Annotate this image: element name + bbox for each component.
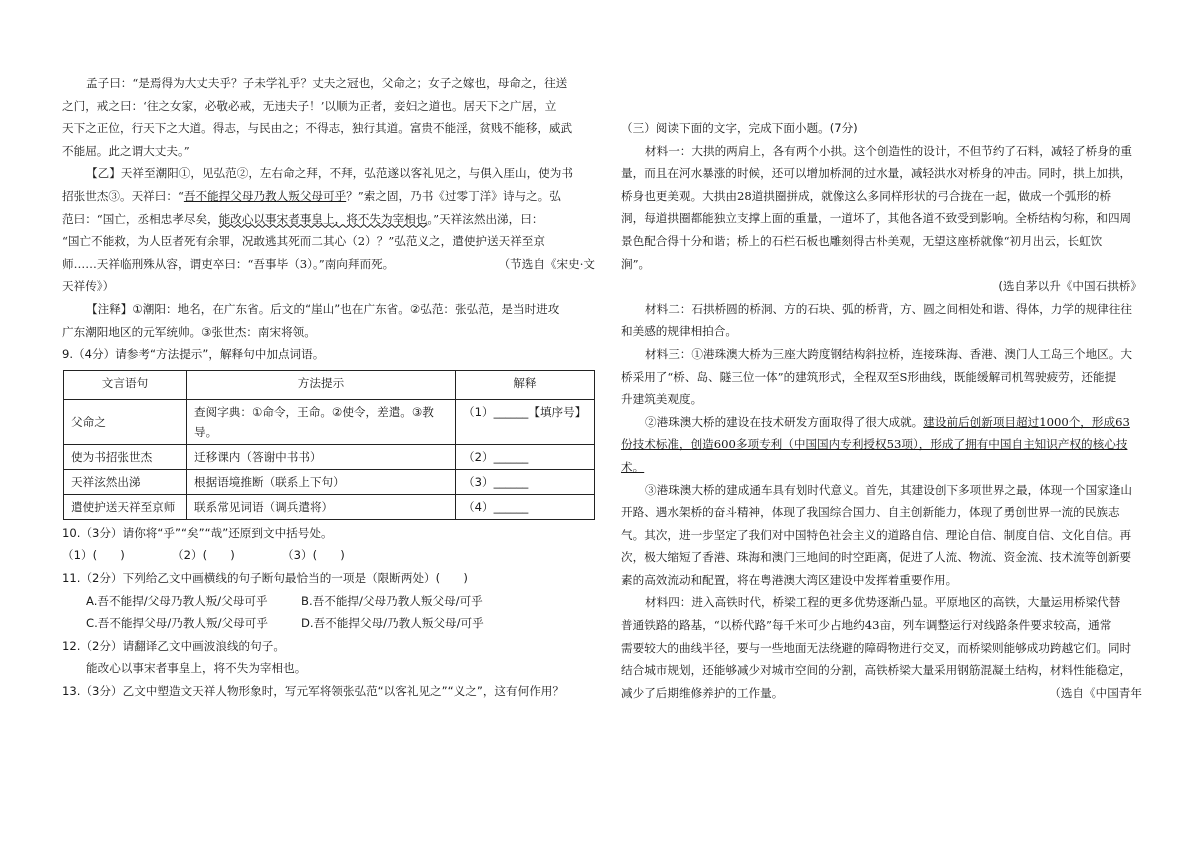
material-2 — [621, 298, 1142, 343]
question-10: 10.（3分）请你将“乎”“矣”“哉”还原到文中括号处。 — [62, 525, 333, 540]
option-b[interactable]: B.吾不能捍/父母乃教人叛父母/可乎 — [301, 593, 483, 608]
annotation-line: 【注释】①潮阳：地名，在广东省。后文的“崖山”也在广东省。②弘范：张弘范，是当时进攻 — [86, 301, 560, 316]
question-12: 12.（2分）请翻译乙文中画波浪线的句子。 — [62, 638, 285, 653]
table-header-row — [64, 370, 595, 399]
passage-line: 之门，戒之曰：‘往之女家，必敬必戒，无违夫子！’以顺为正者，妾妇之道也。居天下之广居，立 — [62, 98, 557, 113]
material-line: 涧”。 — [621, 256, 651, 271]
table-cell: 联系常见词语（调兵遣将） — [187, 494, 456, 519]
question-13: 13.（3分）乙文中塑造文天祥人物形象时，写元军将领张弘范“以客礼见之”“义之”，这有何作用？ — [62, 683, 564, 698]
passage-line: 范曰：“国亡，丞相忠孝尽矣，能改心以事宋者事皇上，将不失为宰相也。”天祥泫然出涕，曰： — [62, 211, 544, 226]
table-cell: 查阅字典：①命令，王命。②使令，差遣。③教导。 — [187, 399, 456, 444]
answer-blank[interactable]: （3）( ) — [282, 548, 345, 563]
material-line: 材料四：进入高铁时代，桥梁工程的更多优势逐渐凸显。平原地区的高铁，大量运用桥梁代替 — [645, 595, 1121, 610]
option-row — [62, 590, 595, 613]
passage-line: 孟子曰：“是焉得为大丈夫乎？子未学礼乎？丈夫之冠也，父命之；女子之嫁也，母命之，往送 — [86, 76, 568, 90]
material-3 — [621, 343, 1142, 592]
option-d[interactable]: D.吾不能捍父母/乃教人叛父母/可乎 — [301, 616, 484, 631]
material-line: 和美感的规律相拍合。 — [621, 324, 737, 339]
material-line: 升建筑美观度。 — [621, 392, 703, 407]
table-row — [64, 399, 595, 444]
material-line: 减少了后期维修养护的工作量。 （选自《中国青年 — [621, 682, 1142, 705]
passage-line: 师……天祥临刑殊从容，谓吏卒曰：“吾事毕（3）。”南向拜而死。 （节选自《宋史·文 — [62, 253, 595, 276]
material-line: 气。其次，进一步坚定了我们对中国特色社会主义的道路自信、理论自信、制度自信、文化自信。再 — [621, 527, 1132, 542]
passage-line: 招张世杰③。天祥曰：“吾不能捍父母乃教人叛父母可乎？”索之固，乃书《过零丁洋》诗与之。弘 — [62, 188, 561, 203]
material-line: 开路、遇水架桥的奋斗精神，体现了我国综合国力、自主创新能力，体现了勇创世界一流的民族志 — [621, 505, 1120, 520]
table-cell: 使为书招张世杰 — [64, 444, 187, 469]
question-10-blanks — [62, 544, 595, 567]
material-line: 洞，每道拱圈都能独立支撑上面的重量，一道坏了，其他各道不致受到影响。全桥结构匀称，和四周 — [621, 211, 1132, 226]
material-line: 需要较大的曲线半径，要与一些地面无法绕避的障碍物进行交叉，而桥梁则能够成功跨越它们。同时 — [621, 640, 1132, 655]
material-line: 普通铁路的路基，“以桥代路”每千米可少占地约43亩，列车调整运行对线路条件要求较高，通常 — [621, 618, 1112, 633]
answer-blank[interactable]: （2）______ — [456, 444, 595, 469]
section-heading: （三）阅读下面的文字，完成下面小题。(7分) — [621, 121, 858, 135]
table-header: 解释 — [456, 370, 595, 399]
question-12-sentence: 能改心以事宋者事皇上，将不失为宰相也。 — [86, 661, 307, 676]
material-line: 桥身也更美观。大拱由28道拱圈拼成，就像这么多同样形状的弓合拢在一起，做成一个弧形的桥 — [621, 188, 1112, 203]
left-column — [62, 72, 595, 702]
jia-passage — [62, 72, 595, 162]
material-4 — [621, 591, 1142, 704]
yi-passage — [62, 162, 595, 298]
right-column — [621, 72, 1142, 704]
passage-line: “国亡不能救，为人臣者死有余罪，况敢逃其死而二其心（2）？”弘范义之，遣使护送天祥至京 — [62, 234, 545, 249]
question-9: 9.（4分）请参考“方法提示”，解释句中加点词语。 — [62, 347, 325, 362]
table-cell: 根据语境推断（联系上下句） — [187, 469, 456, 494]
table-row — [64, 444, 595, 469]
material-line: 结合城市规划，还能够减少对城市空间的分割，高铁桥梁大量采用钢筋混凝土结构，材料性能稳定， — [621, 663, 1132, 678]
material-line: 材料一：大拱的两肩上，各有两个小拱。这个创造性的设计，不但节约了石料，减轻了桥身的重 — [645, 143, 1132, 158]
source-note: （选自《中国青年 — [1049, 685, 1142, 700]
answer-blank[interactable]: （1）______【填序号】 — [456, 399, 595, 444]
question-9-table — [63, 370, 595, 520]
material-line: 材料三：①港珠澳大桥为三座大跨度钢结构斜拉桥，连接珠海、香港、澳门人工岛三个地区。大 — [645, 346, 1132, 361]
source-note: （节选自《宋史·文 — [498, 256, 595, 271]
option-c[interactable]: C.吾不能捍父母/乃教人叛/父母可乎 — [86, 616, 268, 631]
table-cell: 迁移课内（答谢中书书） — [187, 444, 456, 469]
table-row — [64, 469, 595, 494]
passage-line: 【乙】天祥至潮阳①，见弘范②，左右命之拜，不拜，弘范遂以客礼见之，与俱入厓山，使为书 — [86, 166, 573, 181]
annotation-line: 广东潮阳地区的元军统帅。③张世杰：南宋将领。 — [62, 324, 316, 339]
option-row — [62, 612, 595, 635]
table-cell: 遣使护送天祥至京师 — [64, 494, 187, 519]
answer-blank[interactable]: （3）______ — [456, 469, 595, 494]
material-line: 桥采用了“桥、岛、隧三位一体”的建筑形式，全程双至S形曲线，既能缓解司机驾驶疲劳，还能提 — [621, 369, 1117, 384]
answer-blank[interactable]: （4）______ — [456, 494, 595, 519]
material-line: 景色配合得十分和谐；桥上的石栏石板也雕刻得古朴美观，无望这座桥就像“初月出云，长虹饮 — [621, 233, 1103, 248]
passage-line: 天下之正位，行天下之大道。得志，与民由之；不得志，独行其道。富贵不能淫，贫贱不能移，威武 — [62, 121, 573, 136]
material-line: ②港珠澳大桥的建设在技术研发方面取得了很大成就。建设前后创新项目超过1000个，形成63 — [645, 414, 1130, 429]
wavy-underlined-sentence: 能改心以事宋者事皇上，将不失为宰相也 — [218, 211, 428, 226]
table-row — [64, 494, 595, 519]
question-11: 11.（2分）下列给乙文中画横线的句子断句最恰当的一项是（限断两处）( ) — [62, 570, 468, 585]
underlined-sentence: 吾不能捍父母乃教人叛父母可乎 — [183, 188, 347, 203]
material-1 — [621, 140, 1142, 276]
source-note: (选自茅以升《中国石拱桥》 — [998, 279, 1142, 294]
table-cell: 父命之 — [64, 399, 187, 444]
material-line: 量，而且在河水暴涨的时候，还可以增加桥洞的过水量，减轻洪水对桥身的冲击。同时，拱上加拱， — [621, 166, 1132, 181]
answer-blank[interactable]: （2）( ) — [172, 548, 235, 563]
passage-line: 不能屈。此之谓大丈夫。” — [62, 143, 190, 158]
material-line: 次，极大缩短了香港、珠海和澳门三地间的时空距离，促进了人流、物流、资金流、技术流等创新要 — [621, 550, 1132, 565]
table-header: 方法提示 — [187, 370, 456, 399]
table-header: 文言语句 — [64, 370, 187, 399]
material-line: ③港珠澳大桥的建成通车具有划时代意义。首先，其建设创下多项世界之最，体现一个国家逢山 — [645, 482, 1132, 497]
passage-line: 天祥传》） — [62, 279, 115, 294]
answer-blank[interactable]: （1）( ) — [62, 548, 125, 563]
underlined-sentence: 术。 — [621, 459, 645, 474]
option-a[interactable]: A.吾不能捍/父母乃教人叛/父母可乎 — [86, 593, 268, 608]
table-cell: 天祥泫然出涕 — [64, 469, 187, 494]
underlined-sentence: 份技术标准，创造600多项专利（中国国内专利授权53项），形成了拥有中国自主知识产权的核心技 — [621, 437, 1128, 452]
underlined-sentence: 建设前后创新项目超过1000个，形成63 — [923, 414, 1130, 429]
material-line: 素的高效流动和配置，将在粤港澳大湾区建设中发挥着重要作用。 — [621, 572, 958, 587]
material-line: 材料二：石拱桥圆的桥洞、方的石块、弧的桥背，方、圆之间相处和谐、得体，力学的规律往往 — [645, 301, 1132, 316]
